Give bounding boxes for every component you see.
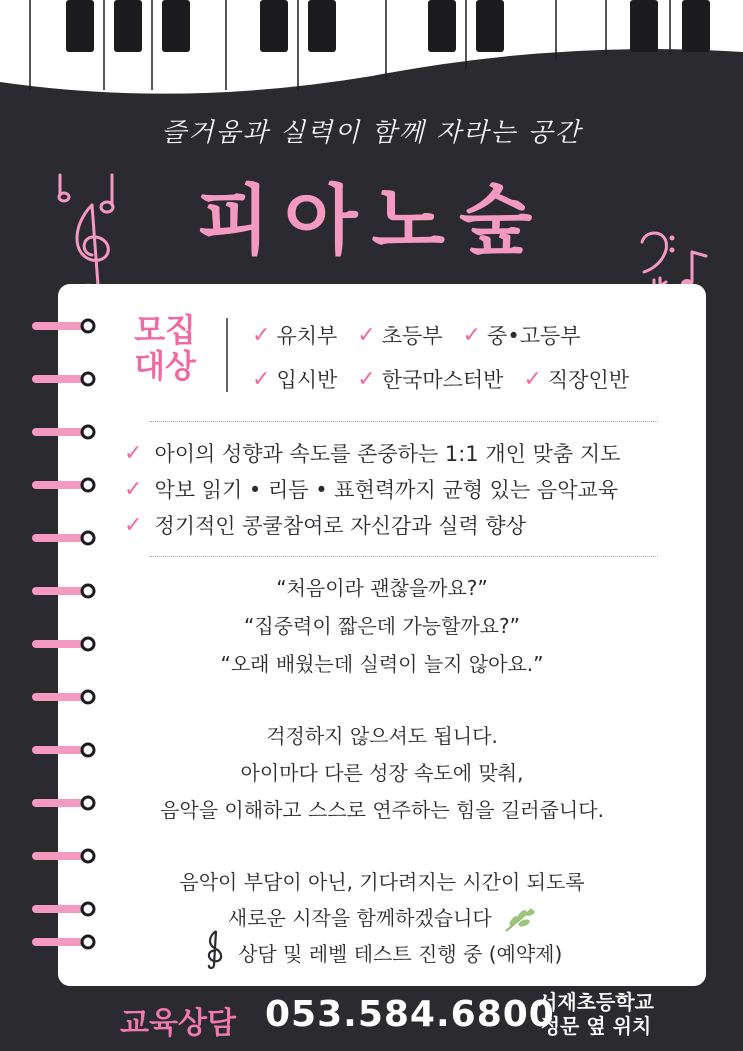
target-item <box>463 320 581 350</box>
message-line: 음악을 이해하고 스스로 연주하는 힘을 길러줍니다. <box>160 798 604 822</box>
footer-label: 교육상담 <box>120 1006 236 1041</box>
check-icon: ✓ <box>252 322 271 348</box>
target-item <box>252 320 337 350</box>
target-item <box>357 364 503 394</box>
phone-number[interactable]: 053.584.6800 <box>265 994 555 1035</box>
quote-line: “집중력이 짧은데 가능할까요?” <box>244 614 520 638</box>
target-item-label: 중•고등부 <box>487 324 581 348</box>
closing-text: 상담 및 레벨 테스트 진행 중 (예약제) <box>238 942 563 966</box>
target-item-label: 입시반 <box>276 368 338 392</box>
piano-keys <box>0 0 743 110</box>
dotted-divider <box>150 421 658 422</box>
target-label <box>130 312 200 384</box>
quote-line: “처음이라 괜찮을까요?” <box>276 576 488 600</box>
target-item <box>252 364 337 394</box>
location-line1: 서재초등학교 <box>538 990 654 1014</box>
treble-clef-icon <box>202 929 228 969</box>
closing-line: 음악이 부담이 아닌, 기다려지는 시간이 되도록 <box>179 870 585 894</box>
message-line: 아이마다 다른 성장 속도에 맞춰, <box>240 761 524 785</box>
target-item <box>357 320 442 350</box>
feature-item <box>124 474 618 504</box>
target-item-label: 초등부 <box>381 324 443 348</box>
target-row-2 <box>252 364 629 394</box>
closing-line <box>58 938 706 969</box>
closing-text: 새로운 시작을 함께하겠습니다 <box>227 906 492 930</box>
check-icon: ✓ <box>523 366 542 392</box>
feature-text: 아이의 성향과 속도를 존중하는 1:1 개인 맞춤 지도 <box>154 442 621 466</box>
target-item-label: 직장인반 <box>547 368 630 392</box>
target-item <box>523 364 629 394</box>
check-icon: ✓ <box>357 366 376 392</box>
check-icon: ✓ <box>357 322 376 348</box>
dotted-divider <box>150 556 658 557</box>
target-divider <box>226 318 228 392</box>
check-icon: ✓ <box>462 322 482 348</box>
leaf-branch-icon <box>502 907 536 933</box>
target-item-label: 한국마스터반 <box>381 368 504 392</box>
target-label-line2: 대상 <box>134 347 196 385</box>
location-line2: 정문 옆 위치 <box>540 1014 652 1038</box>
feature-item <box>124 438 620 468</box>
check-icon: ✓ <box>124 440 143 466</box>
target-label-line1: 모집 <box>134 311 196 349</box>
target-item-label: 유치부 <box>276 324 338 348</box>
message-line: 걱정하지 않으셔도 됩니다. <box>266 724 498 748</box>
feature-item <box>124 510 526 540</box>
location <box>522 990 670 1038</box>
feature-text: 악보 읽기 • 리듬 • 표현력까지 균형 있는 음악교육 <box>154 478 619 502</box>
check-icon: ✓ <box>124 476 143 502</box>
feature-text: 정기적인 콩쿨참여로 자신감과 실력 향상 <box>154 514 526 538</box>
page-title: 피아노숲 <box>196 176 547 265</box>
treble-clef-notes-icon <box>52 165 132 295</box>
closing-line <box>58 902 706 933</box>
check-icon: ✓ <box>124 512 143 538</box>
check-icon: ✓ <box>252 366 271 392</box>
tagline: 즐거움과 실력이 함께 자라는 공간 <box>161 118 582 148</box>
target-row-1 <box>252 320 581 350</box>
quote-line: “오래 배웠는데 실력이 늘지 않아요.” <box>220 652 544 676</box>
